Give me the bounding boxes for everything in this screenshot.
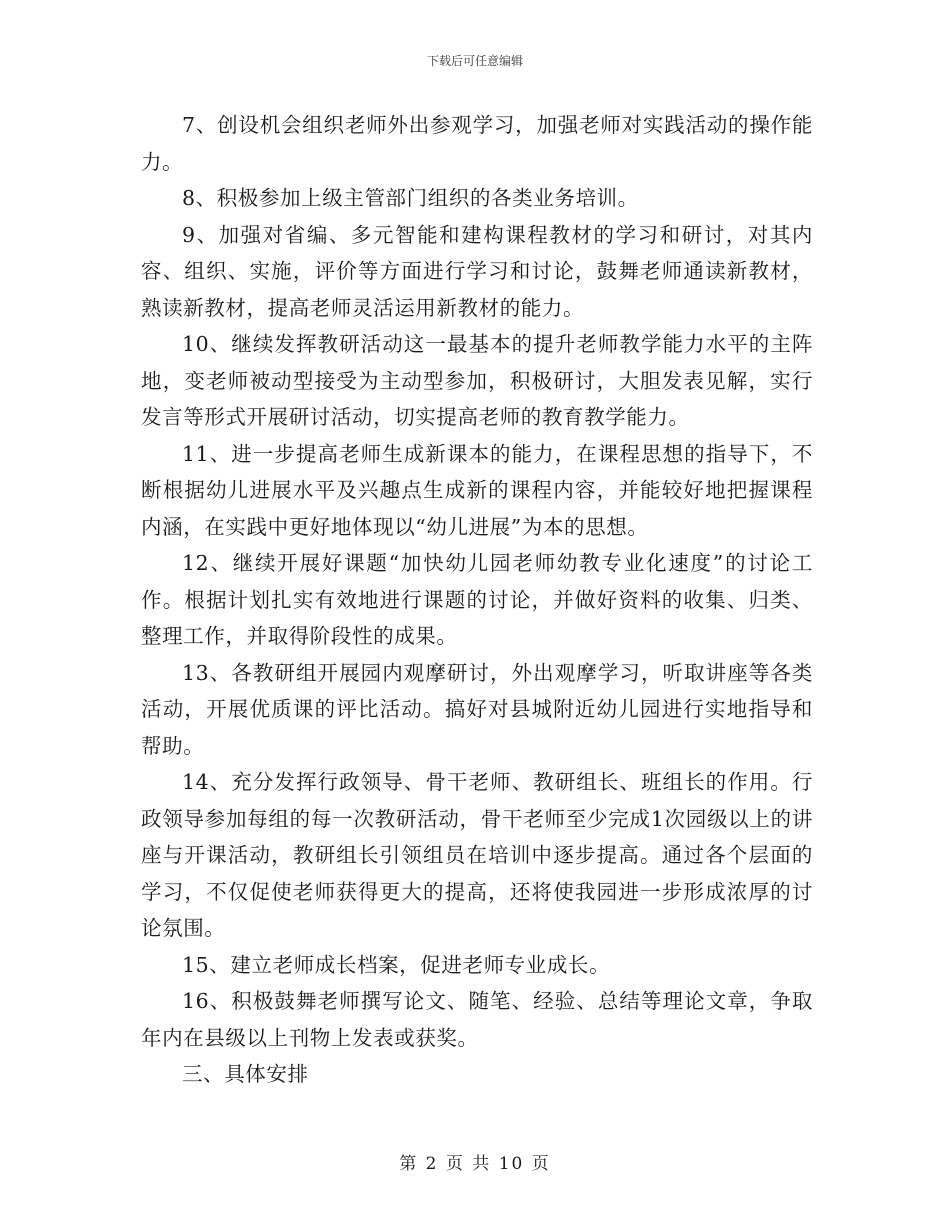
paragraph-item-14: 14、充分发挥行政领导、骨干老师、教研组长、班组长的作用。行政领导参加每组的每一次教研活动，骨干老师至少完成1次园级以上的讲座与开课活动，教研组长引领组员在培训中逐步提高。通过各个层面的学习，不仅促使老师获得更大的提高，还将使我园进一步形成浓厚的讨论氛围。 (141, 770, 813, 940)
paragraph-item-11: 11、进一步提高老师生成新课本的能力，在课程思想的指导下，不断根据幼儿进展水平及兴趣点生成新的课程内容，并能较好地把握课程内涵，在实践中更好地体现以“幼儿进展”为本的思想。 (141, 441, 813, 539)
paragraph-item-10: 10、继续发挥教研活动这一最基本的提升老师教学能力水平的主阵地，变老师被动型接受为主动型参加，积极研讨，大胆发表见解，实行发言等形式开展研讨活动，切实提高老师的教育教学能力。 (141, 332, 813, 429)
paragraph-item-12: 12、继续开展好课题“加快幼儿园老师幼教专业化速度”的讨论工作。根据计划扎实有效地进行课题的讨论，并做好资料的收集、归类、整理工作，并取得阶段性的成果。 (141, 551, 813, 648)
section-heading-schedule: 三、具体安排 (182, 1062, 309, 1086)
document-body (141, 107, 813, 1093)
paragraph-item-15: 15、建立老师成长档案，促进老师专业成长。 (182, 952, 611, 977)
paragraph-item-16: 16、积极鼓舞老师撰写论文、随笔、经验、总结等理论文章，争取年内在县级以上刊物上发表或获奖。 (141, 989, 813, 1050)
paragraph-item-8: 8、积极参加上级主管部门组织的各类业务培训。 (182, 186, 639, 210)
page-number-footer: 第 2 页 共 10 页 (399, 1154, 551, 1174)
paragraph-item-9: 9、加强对省编、多元智能和建构课程教材的学习和研讨，对其内容、组织、实施，评价等方面进行学习和讨论，鼓舞老师通读新教材，熟读新教材，提高老师灵活运用新教材的能力。 (141, 222, 813, 320)
paragraph-item-13: 13、各教研组开展园内观摩研讨，外出观摩学习，听取讲座等各类活动，开展优质课的评比活动。搞好对县城附近幼儿园进行实地指导和帮助。 (141, 660, 813, 758)
page-header-note: 下载后可任意编辑 (426, 54, 523, 68)
paragraph-item-7: 7、创设机会组织老师外出参观学习，加强老师对实践活动的操作能力。 (141, 113, 813, 174)
